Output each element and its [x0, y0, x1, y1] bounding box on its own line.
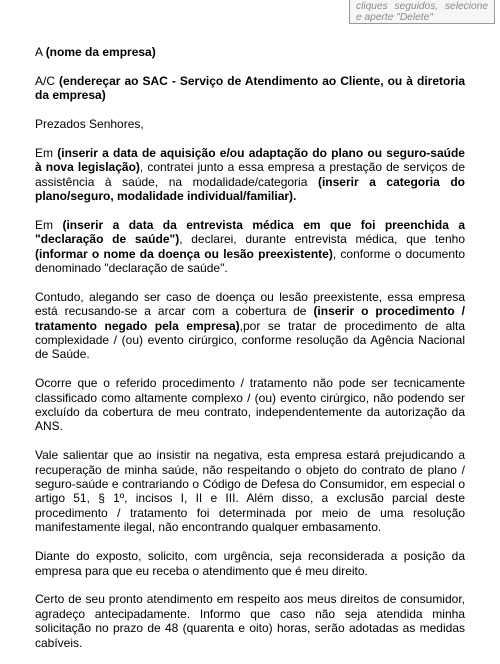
paragraph-contract — [35, 146, 465, 204]
recipient-prefix: A — [35, 45, 46, 59]
greeting: Prezados Senhores, — [35, 117, 144, 131]
paragraph-refusal — [35, 290, 465, 362]
placeholder-interview-date: (inserir a data da entrevista médica em que foi preenchida a "declaração de saúde") — [35, 217, 465, 247]
letter-body — [35, 45, 465, 664]
paragraph-legal-basis: Vale salientar que ao insistir na negativa, esta empresa estará prejudicando a recuperação de minha saúde, não respeitando o objeto do contrato de plano / seguro-saúde e contrariando o Código de Defesa do Consumidor, em especial o artigo 51, § 1º, incisos I, II e III. Além disso, a exclusão parcial deste procedimento / tratamento foi determinada por meio de uma resolução manifestamente ilegal, não encontrando qualquer embasamento. — [35, 448, 465, 535]
paragraph-closing: Certo de seu pronto atendimento em respeito aos meus direitos de consumidor, agradeço antecipadamente. Informo que caso não seja atendida minha solicitação no prazo de 48 (quarenta e oito) horas, serão adotadas as medidas cabíveis. — [35, 592, 465, 650]
attention-placeholder: (endereçar ao SAC - Serviço de Atendimento ao Cliente, ou à diretoria da empresa) — [35, 73, 465, 103]
instruction-note — [349, 0, 495, 24]
instruction-note-text: cliques seguidos, selecione e aperte "Delete" — [356, 1, 488, 23]
attention-prefix: A/C — [35, 73, 60, 88]
paragraph-text: ,por se tratar de procedimento de alta complexidade / (ou) evento cirúrgico, conforme resolução da Agência Nacional de Saúde. — [35, 318, 465, 362]
paragraph-text: Contudo, alegando ser caso de doença ou lesão preexistente, essa empresa está recusando-se a arcar com a cobertura de — [35, 289, 465, 319]
paragraph-classification: Ocorre que o referido procedimento / tratamento não pode ser tecnicamente classificado como altamente complexo / (ou) evento cirúrgico, não podendo ser excluído da cobertura de meu contrato, independentemente da autorização da ANS. — [35, 376, 465, 434]
paragraph-text: , conforme o documento denominado "declaração de saúde". — [35, 246, 466, 276]
paragraph-text: Em — [35, 145, 58, 160]
recipient-placeholder: (nome da empresa) — [45, 45, 156, 59]
paragraph-text: Em — [35, 217, 63, 232]
placeholder-disease-name: (informar o nome da doença ou lesão preexistente) — [35, 246, 333, 261]
placeholder-acquisition-date: (inserir a data de aquisição e/ou adaptação do plano ou seguro-saúde à nova legislação) — [35, 145, 465, 175]
placeholder-procedure: (inserir o procedimento / tratamento negado pela empresa) — [35, 304, 465, 333]
paragraph-health-declaration — [35, 218, 465, 276]
paragraph-text: , contratei junto a essa empresa a prestação de serviços de assistência à saúde, na modalidade/categoria — [35, 160, 465, 189]
attention-line — [35, 74, 465, 103]
placeholder-plan-category: (inserir a categoria do plano/seguro, modalidade individual/familiar). — [35, 174, 465, 204]
paragraph-request: Diante do exposto, solicito, com urgência, seja reconsiderada a posição da empresa para que eu receba o atendimento que é meu direito. — [35, 549, 465, 578]
recipient-line — [35, 45, 465, 59]
paragraph-text: , declarei, durante entrevista médica, que tenho — [179, 232, 465, 247]
